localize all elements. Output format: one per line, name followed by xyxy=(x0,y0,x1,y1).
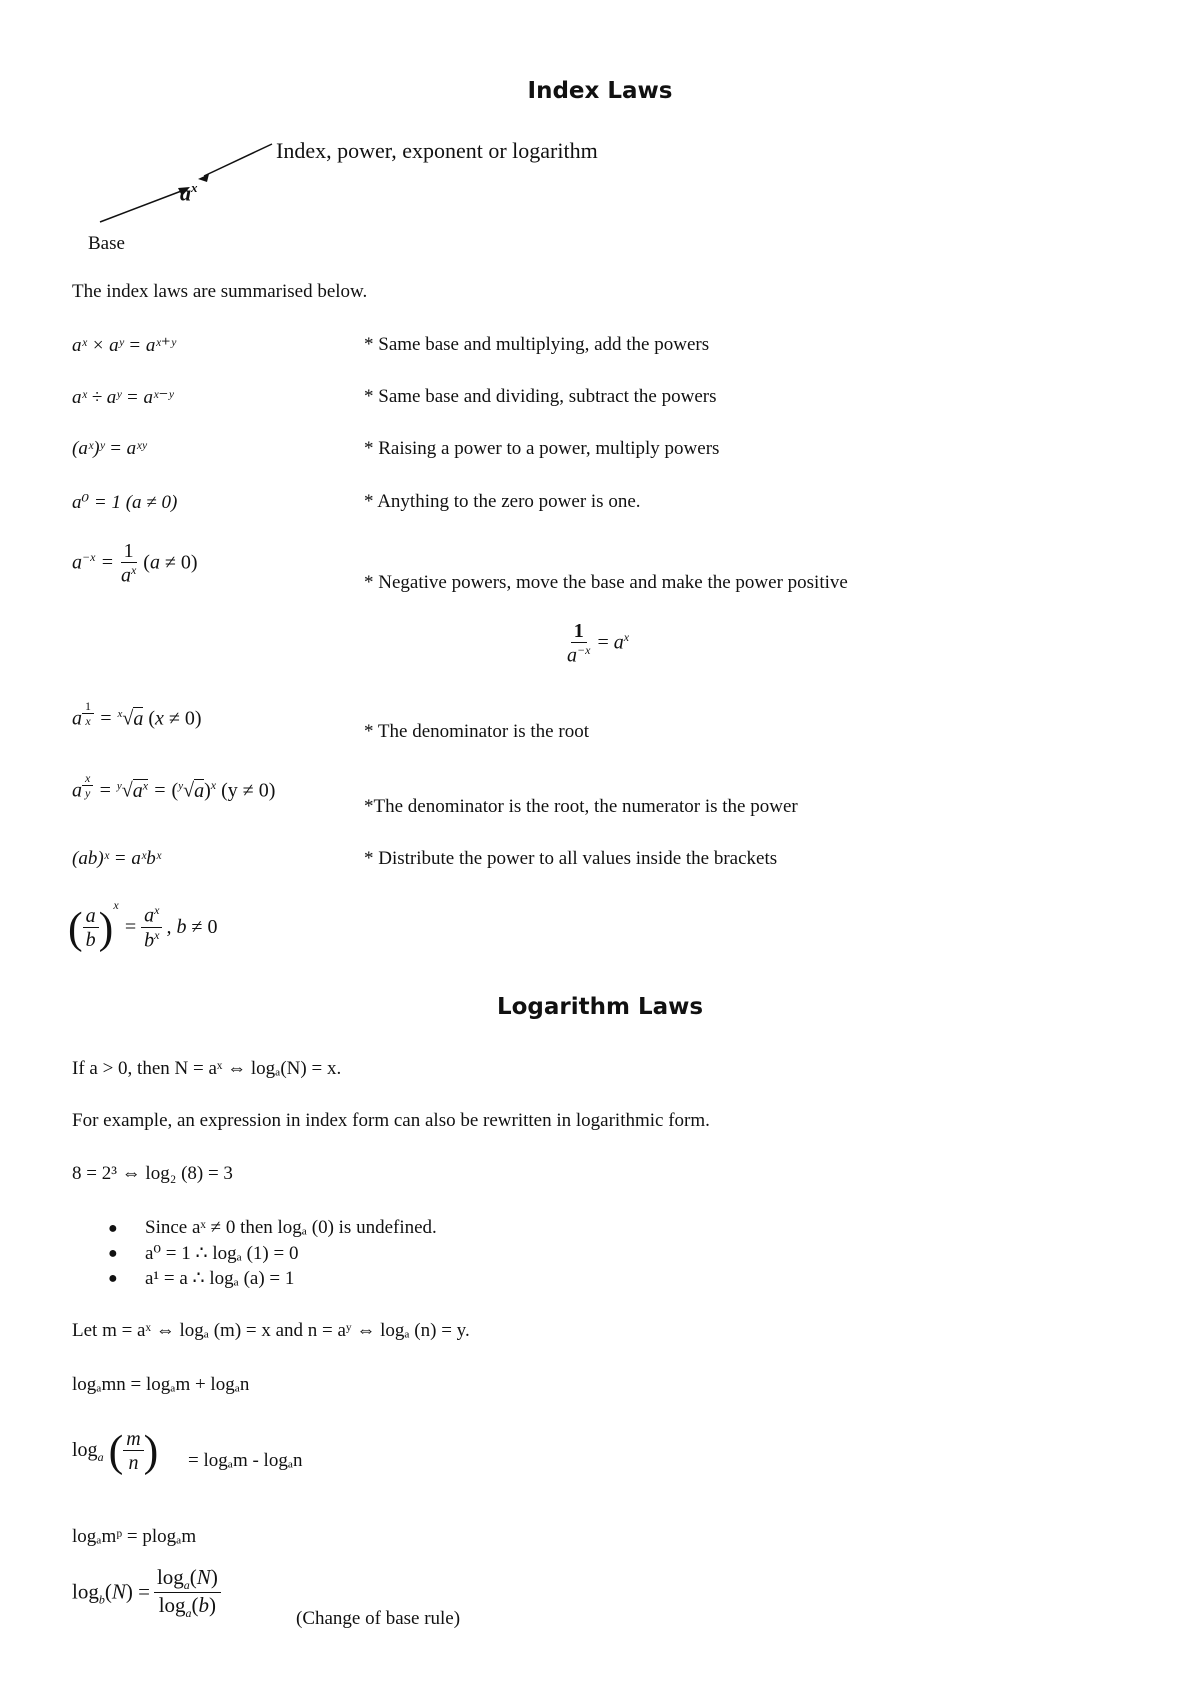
bullet-item: Since aˣ ≠ 0 then logₐ (0) is undefined. xyxy=(145,1217,437,1238)
bullet-marker: ● xyxy=(108,1270,118,1287)
log-example: 8 = 2³ ⇔ log₂ (8) = 3 xyxy=(72,1163,233,1184)
diagram-a-x: $a^x$ xyxy=(180,180,198,206)
log-definition: If a > 0, then N = aˣ ⇔ logₐ(N) = x. xyxy=(72,1058,342,1079)
bullet-item: a¹ = a ∴ logₐ (a) = 1 xyxy=(145,1268,295,1289)
law-distribute-desc: * Distribute the power to all values inside the brackets xyxy=(364,848,778,869)
law-fraction-power: ( $\frac{a}{b}$ )$^x$ = $\frac{a^x}{b^x}$ , b ≠ 0 xyxy=(68,898,218,953)
diagram-base-label: Base xyxy=(88,233,125,254)
law-root-desc: * The denominator is the root xyxy=(364,721,589,742)
law-negative-power-desc: * Negative powers, move the base and make the power positive xyxy=(364,572,848,593)
bullet-item: a⁰ = 1 ∴ logₐ (1) = 0 xyxy=(145,1243,299,1264)
log-quotient-rule: $\log_a$ ( $\frac{m}{n}$ ) xyxy=(72,1426,159,1476)
law-zero-power: a⁰ = 1 (a ≠ 0) xyxy=(72,492,178,513)
law-power-of-power-desc: * Raising a power to a power, multiply powers xyxy=(364,438,720,459)
log-quotient-rhs: = logₐm - logₐn xyxy=(188,1450,303,1471)
diagram-index-label: Index, power, exponent or logarithm xyxy=(276,138,598,163)
law-negative-reciprocal: $\frac{1}{a^{-x}}$ = $a^x$ xyxy=(567,620,630,667)
law-power-of-power: (aˣ)ʸ = aˣʸ xyxy=(72,438,147,459)
log-power-rule: logₐmᵖ = plogₐm xyxy=(72,1526,197,1547)
bullet-marker: ● xyxy=(108,1245,118,1262)
log-change-of-base: $\log_b(N)$ = $\frac{\log_a(N)}{\log_a(b)}$ xyxy=(72,1566,225,1621)
law-root: a $^{\frac{1}{x}}$ = $^x$√a (x ≠ 0) xyxy=(72,699,202,730)
law-rational-power-desc: *The denominator is the root, the numerator is the power xyxy=(364,796,798,817)
law-multiply: aˣ × aʸ = aˣ⁺ʸ xyxy=(72,335,176,356)
law-divide: aˣ ÷ aʸ = aˣ⁻ʸ xyxy=(72,387,174,408)
change-of-base-note: (Change of base rule) xyxy=(296,1608,461,1629)
log-product-rule: logₐmn = logₐm + logₐn xyxy=(72,1374,250,1395)
law-zero-power-desc: * Anything to the zero power is one. xyxy=(364,491,641,512)
law-rational-power: a $^{\frac{x}{y}}$ = $^y√a^x = (^y√a)^x$ (y ≠ 0) xyxy=(72,771,276,802)
page-title: Index Laws xyxy=(527,78,673,104)
intro-text: The index laws are summarised below. xyxy=(72,281,368,302)
bullet-marker: ● xyxy=(108,1220,118,1237)
log-example-intro: For example, an expression in index form can also be rewritten in logarithmic form. xyxy=(72,1110,710,1131)
log-title: Logarithm Laws xyxy=(496,994,704,1020)
let-line: Let m = aˣ ⇔ logₐ (m) = x and n = aʸ ⇔ logₐ (n) = y. xyxy=(72,1320,470,1341)
law-distribute: (ab)ˣ = aˣbˣ xyxy=(72,848,162,869)
law-divide-desc: * Same base and dividing, subtract the powers xyxy=(364,386,717,407)
law-negative-power: $a^{-x}$ = $\frac{1}{a^x}$ (a ≠ 0) xyxy=(72,540,198,587)
law-multiply-desc: * Same base and multiplying, add the powers xyxy=(364,334,710,355)
